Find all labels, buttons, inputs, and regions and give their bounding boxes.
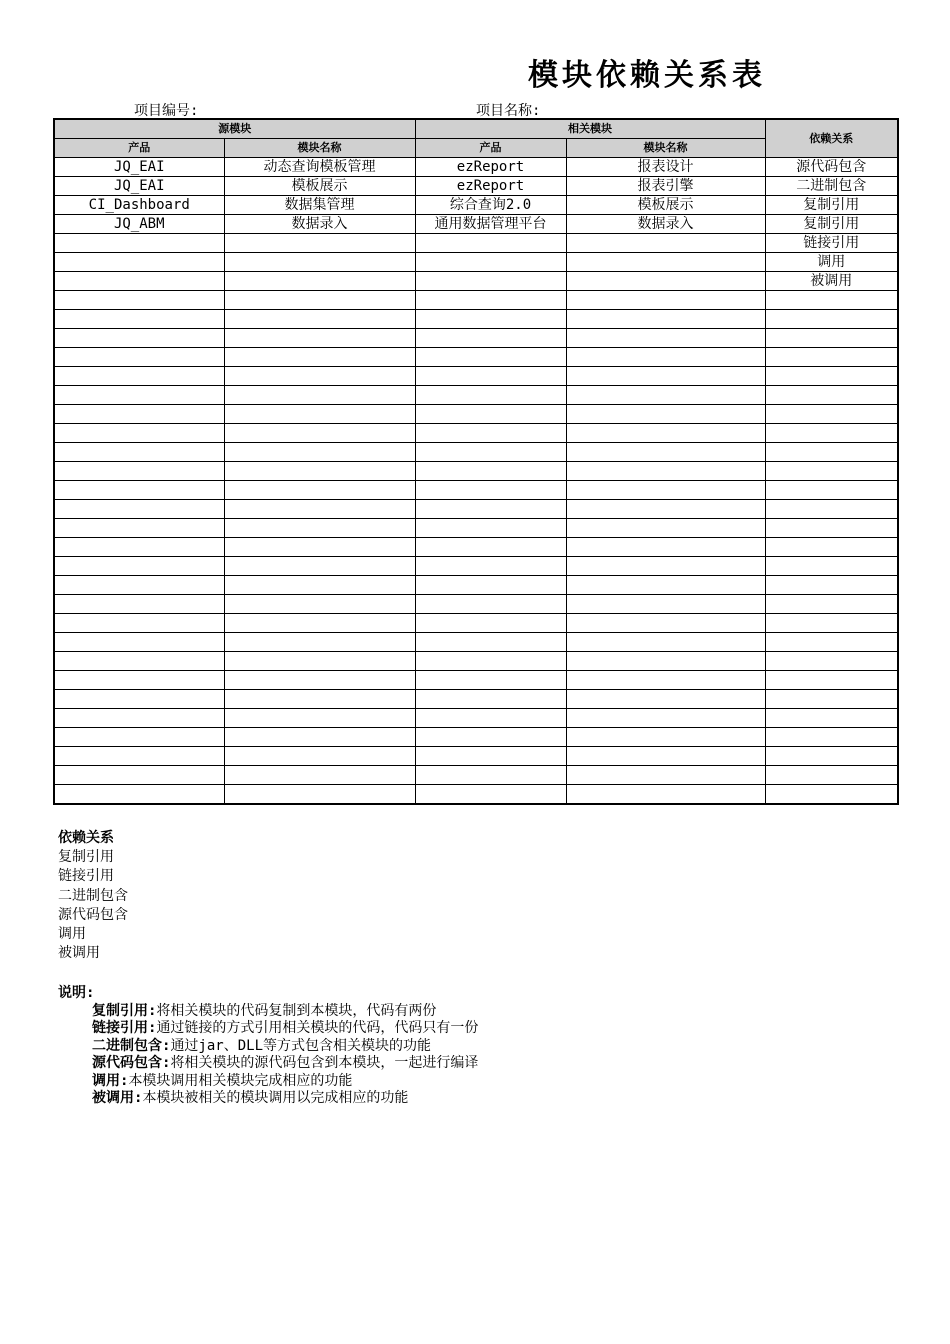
product-cell[interactable] (54, 291, 224, 310)
related-module-name-cell[interactable] (566, 272, 765, 291)
related-module-name-cell[interactable] (566, 405, 765, 424)
relation-cell[interactable]: 复制引用 (765, 215, 898, 234)
relation-cell[interactable] (765, 443, 898, 462)
module-name-cell[interactable] (224, 671, 415, 690)
legend-item: 链接引用 (58, 868, 114, 885)
table-row (54, 728, 898, 747)
product-cell[interactable] (54, 462, 224, 481)
relation-cell[interactable] (765, 367, 898, 386)
notes-section (58, 985, 478, 1108)
table-row (54, 405, 898, 424)
module-name-cell[interactable] (224, 519, 415, 538)
related-module-name-cell[interactable] (566, 671, 765, 690)
product-cell[interactable] (54, 633, 224, 652)
module-name-cell[interactable] (224, 348, 415, 367)
relation-cell[interactable] (765, 671, 898, 690)
module-name-cell[interactable] (224, 500, 415, 519)
table-row (54, 234, 898, 253)
related-module-name-cell[interactable] (566, 462, 765, 481)
table-row (54, 500, 898, 519)
module-name-cell[interactable] (224, 272, 415, 291)
dependency-table-body (54, 158, 898, 805)
related-module-header: 相关模块 (415, 119, 765, 139)
table-row (54, 310, 898, 329)
related-product-cell[interactable] (415, 709, 566, 728)
product-cell[interactable] (54, 405, 224, 424)
related-module-name-cell[interactable] (566, 481, 765, 500)
module-name-cell[interactable] (224, 367, 415, 386)
legend-item: 二进制包含 (58, 887, 128, 904)
module-name-cell[interactable] (224, 291, 415, 310)
relation-legend (58, 829, 128, 963)
project-name-label: 项目名称: (476, 103, 541, 119)
product-cell[interactable] (54, 538, 224, 557)
product-cell[interactable] (54, 310, 224, 329)
note-item (58, 1073, 478, 1091)
note-term: 二进制包含: (92, 1037, 171, 1054)
related-product-cell[interactable] (415, 614, 566, 633)
module-name-cell[interactable] (224, 253, 415, 272)
related-product-cell[interactable] (415, 785, 566, 805)
product-cell[interactable] (54, 595, 224, 614)
table-row (54, 215, 898, 234)
related-product-cell[interactable]: ezReport (415, 177, 566, 196)
table-row (54, 329, 898, 348)
table-row (54, 158, 898, 177)
related-product-cell[interactable] (415, 728, 566, 747)
related-module-name-cell[interactable] (566, 424, 765, 443)
relation-cell[interactable]: 被调用 (765, 272, 898, 291)
related-module-name-cell[interactable] (566, 348, 765, 367)
related-product-cell[interactable] (415, 310, 566, 329)
relation-cell[interactable] (765, 595, 898, 614)
product-cell[interactable] (54, 652, 224, 671)
related-module-name-header: 模块名称 (566, 139, 765, 158)
product-cell[interactable] (54, 747, 224, 766)
note-desc: 本模块被相关的模块调用以完成相应的功能 (142, 1090, 409, 1106)
relation-cell[interactable] (765, 424, 898, 443)
related-product-cell[interactable] (415, 766, 566, 785)
module-name-cell[interactable] (224, 614, 415, 633)
relation-cell[interactable]: 源代码包含 (765, 158, 898, 177)
related-product-cell[interactable] (415, 633, 566, 652)
legend-heading: 依赖关系 (58, 830, 114, 846)
module-name-cell[interactable] (224, 709, 415, 728)
module-name-cell[interactable] (224, 785, 415, 805)
related-module-name-cell[interactable] (566, 557, 765, 576)
product-header: 产品 (54, 139, 224, 158)
table-row (54, 272, 898, 291)
product-cell[interactable]: JQ_ABM (54, 215, 224, 234)
module-name-cell[interactable]: 数据集管理 (224, 196, 415, 215)
table-row (54, 785, 898, 805)
relation-cell[interactable] (765, 500, 898, 519)
related-product-cell[interactable]: 综合查询2.0 (415, 196, 566, 215)
product-cell[interactable] (54, 519, 224, 538)
module-name-header: 模块名称 (224, 139, 415, 158)
note-desc: 将相关模块的源代码包含到本模块，一起进行编译 (170, 1055, 479, 1071)
table-row (54, 196, 898, 215)
related-module-name-cell[interactable] (566, 519, 765, 538)
relation-cell[interactable] (765, 728, 898, 747)
related-module-name-cell[interactable] (566, 614, 765, 633)
relation-cell[interactable] (765, 785, 898, 805)
module-name-cell[interactable] (224, 234, 415, 253)
product-cell[interactable] (54, 671, 224, 690)
related-product-cell[interactable]: ezReport (415, 158, 566, 177)
table-row (54, 595, 898, 614)
notes-heading: 说明: (58, 985, 95, 1001)
related-module-name-cell[interactable] (566, 728, 765, 747)
related-product-cell[interactable] (415, 424, 566, 443)
product-cell[interactable] (54, 367, 224, 386)
module-name-cell[interactable] (224, 633, 415, 652)
related-product-cell[interactable] (415, 595, 566, 614)
product-cell[interactable]: CI_Dashboard (54, 196, 224, 215)
product-cell[interactable] (54, 443, 224, 462)
project-code-label: 项目编号: (134, 103, 199, 119)
relation-cell[interactable] (765, 519, 898, 538)
related-product-cell[interactable] (415, 519, 566, 538)
related-module-name-cell[interactable] (566, 652, 765, 671)
related-product-header: 产品 (415, 139, 566, 158)
module-name-cell[interactable] (224, 652, 415, 671)
table-row (54, 386, 898, 405)
related-product-cell[interactable] (415, 462, 566, 481)
module-name-cell[interactable] (224, 690, 415, 709)
related-module-name-cell[interactable] (566, 329, 765, 348)
product-cell[interactable] (54, 386, 224, 405)
note-item (58, 1090, 478, 1108)
module-name-cell[interactable] (224, 728, 415, 747)
note-term: 链接引用: (92, 1020, 157, 1036)
related-product-cell[interactable] (415, 443, 566, 462)
module-name-cell[interactable] (224, 595, 415, 614)
relation-cell[interactable] (765, 538, 898, 557)
relation-cell[interactable] (765, 291, 898, 310)
note-desc: 通过jar、DLL等方式包含相关模块的功能 (170, 1037, 432, 1054)
relation-cell[interactable] (765, 766, 898, 785)
note-item (58, 1055, 478, 1073)
table-row (54, 709, 898, 728)
related-product-cell[interactable] (415, 747, 566, 766)
table-row (54, 443, 898, 462)
relation-cell[interactable] (765, 329, 898, 348)
related-module-name-cell[interactable] (566, 785, 765, 805)
module-name-cell[interactable] (224, 766, 415, 785)
module-name-cell[interactable] (224, 481, 415, 500)
related-module-name-cell[interactable] (566, 747, 765, 766)
related-module-name-cell[interactable] (566, 690, 765, 709)
relation-cell[interactable] (765, 709, 898, 728)
module-name-cell[interactable] (224, 386, 415, 405)
note-term: 源代码包含: (92, 1055, 171, 1071)
dependency-table (53, 118, 899, 805)
table-row (54, 519, 898, 538)
relation-cell[interactable] (765, 576, 898, 595)
product-cell[interactable] (54, 766, 224, 785)
table-row (54, 766, 898, 785)
related-module-name-cell[interactable] (566, 766, 765, 785)
table-row (54, 690, 898, 709)
product-cell[interactable]: JQ_EAI (54, 177, 224, 196)
product-cell[interactable] (54, 253, 224, 272)
table-row (54, 538, 898, 557)
related-module-name-cell[interactable] (566, 291, 765, 310)
related-product-cell[interactable] (415, 405, 566, 424)
related-module-name-cell[interactable] (566, 386, 765, 405)
relation-cell[interactable] (765, 652, 898, 671)
table-row (54, 671, 898, 690)
note-item (58, 1020, 478, 1038)
module-name-cell[interactable] (224, 310, 415, 329)
relation-cell[interactable]: 调用 (765, 253, 898, 272)
table-row (54, 462, 898, 481)
related-product-cell[interactable] (415, 652, 566, 671)
relation-cell[interactable] (765, 405, 898, 424)
legend-item: 源代码包含 (58, 906, 128, 923)
relation-cell[interactable]: 复制引用 (765, 196, 898, 215)
product-cell[interactable] (54, 348, 224, 367)
related-module-name-cell[interactable]: 报表引擎 (566, 177, 765, 196)
product-cell[interactable] (54, 557, 224, 576)
relation-cell[interactable] (765, 481, 898, 500)
related-product-cell[interactable] (415, 671, 566, 690)
module-name-cell[interactable] (224, 538, 415, 557)
related-module-name-cell[interactable]: 模板展示 (566, 196, 765, 215)
related-product-cell[interactable] (415, 500, 566, 519)
table-row (54, 633, 898, 652)
related-product-cell[interactable] (415, 291, 566, 310)
relation-cell[interactable]: 链接引用 (765, 234, 898, 253)
module-name-cell[interactable] (224, 329, 415, 348)
module-name-cell[interactable]: 模板展示 (224, 177, 415, 196)
product-cell[interactable]: JQ_EAI (54, 158, 224, 177)
module-name-cell[interactable] (224, 424, 415, 443)
legend-item: 调用 (58, 926, 86, 943)
table-row (54, 481, 898, 500)
related-module-name-cell[interactable]: 报表设计 (566, 158, 765, 177)
product-cell[interactable] (54, 709, 224, 728)
module-name-cell[interactable] (224, 405, 415, 424)
module-name-cell[interactable]: 动态查询模板管理 (224, 158, 415, 177)
related-module-name-cell[interactable] (566, 234, 765, 253)
related-product-cell[interactable] (415, 234, 566, 253)
product-cell[interactable] (54, 728, 224, 747)
related-product-cell[interactable] (415, 576, 566, 595)
table-row (54, 576, 898, 595)
note-desc: 本模块调用相关模块完成相应的功能 (128, 1072, 353, 1089)
table-row (54, 614, 898, 633)
product-cell[interactable] (54, 614, 224, 633)
note-item (58, 1038, 478, 1056)
module-name-cell[interactable] (224, 462, 415, 481)
related-module-name-cell[interactable] (566, 576, 765, 595)
page-title: 模块依赖关系表 (528, 58, 766, 93)
source-module-header: 源模块 (54, 119, 415, 139)
note-term: 被调用: (92, 1090, 143, 1106)
relation-cell[interactable] (765, 348, 898, 367)
relation-cell[interactable] (765, 462, 898, 481)
related-module-name-cell[interactable] (566, 367, 765, 386)
product-cell[interactable] (54, 329, 224, 348)
product-cell[interactable] (54, 500, 224, 519)
legend-item: 复制引用 (58, 849, 114, 866)
product-cell[interactable] (54, 785, 224, 805)
product-cell[interactable] (54, 481, 224, 500)
related-product-cell[interactable] (415, 386, 566, 405)
relation-header: 依赖关系 (765, 119, 898, 158)
relation-cell[interactable] (765, 557, 898, 576)
related-product-cell[interactable] (415, 481, 566, 500)
related-product-cell[interactable] (415, 329, 566, 348)
table-row (54, 367, 898, 386)
related-product-cell[interactable] (415, 367, 566, 386)
module-name-cell[interactable] (224, 747, 415, 766)
table-row (54, 424, 898, 443)
note-desc: 通过链接的方式引用相关模块的代码，代码只有一份 (156, 1020, 479, 1036)
related-product-cell[interactable] (415, 272, 566, 291)
related-module-name-cell[interactable] (566, 310, 765, 329)
relation-cell[interactable] (765, 690, 898, 709)
table-row (54, 652, 898, 671)
table-row (54, 177, 898, 196)
note-item (58, 1003, 478, 1021)
relation-cell[interactable] (765, 633, 898, 652)
note-term: 调用: (92, 1072, 129, 1089)
table-row (54, 557, 898, 576)
related-product-cell[interactable]: 通用数据管理平台 (415, 215, 566, 234)
related-product-cell[interactable] (415, 557, 566, 576)
module-name-cell[interactable] (224, 576, 415, 595)
module-name-cell[interactable] (224, 443, 415, 462)
related-module-name-cell[interactable] (566, 595, 765, 614)
product-cell[interactable] (54, 690, 224, 709)
table-row (54, 747, 898, 766)
product-cell[interactable] (54, 576, 224, 595)
note-term: 复制引用: (92, 1002, 157, 1019)
product-cell[interactable] (54, 424, 224, 443)
table-row (54, 348, 898, 367)
related-module-name-cell[interactable] (566, 633, 765, 652)
related-product-cell[interactable] (415, 538, 566, 557)
legend-item: 被调用 (58, 945, 100, 962)
relation-cell[interactable] (765, 310, 898, 329)
related-module-name-cell[interactable] (566, 709, 765, 728)
related-module-name-cell[interactable] (566, 500, 765, 519)
table-row (54, 291, 898, 310)
related-module-name-cell[interactable]: 数据录入 (566, 215, 765, 234)
related-product-cell[interactable] (415, 348, 566, 367)
module-name-cell[interactable] (224, 557, 415, 576)
relation-cell[interactable]: 二进制包含 (765, 177, 898, 196)
relation-cell[interactable] (765, 614, 898, 633)
note-desc: 将相关模块的代码复制到本模块，代码有两份 (156, 1002, 437, 1019)
relation-cell[interactable] (765, 386, 898, 405)
related-module-name-cell[interactable] (566, 538, 765, 557)
related-product-cell[interactable] (415, 690, 566, 709)
product-cell[interactable] (54, 234, 224, 253)
table-row (54, 253, 898, 272)
module-name-cell[interactable]: 数据录入 (224, 215, 415, 234)
relation-cell[interactable] (765, 747, 898, 766)
product-cell[interactable] (54, 272, 224, 291)
related-module-name-cell[interactable] (566, 443, 765, 462)
related-module-name-cell[interactable] (566, 253, 765, 272)
related-product-cell[interactable] (415, 253, 566, 272)
